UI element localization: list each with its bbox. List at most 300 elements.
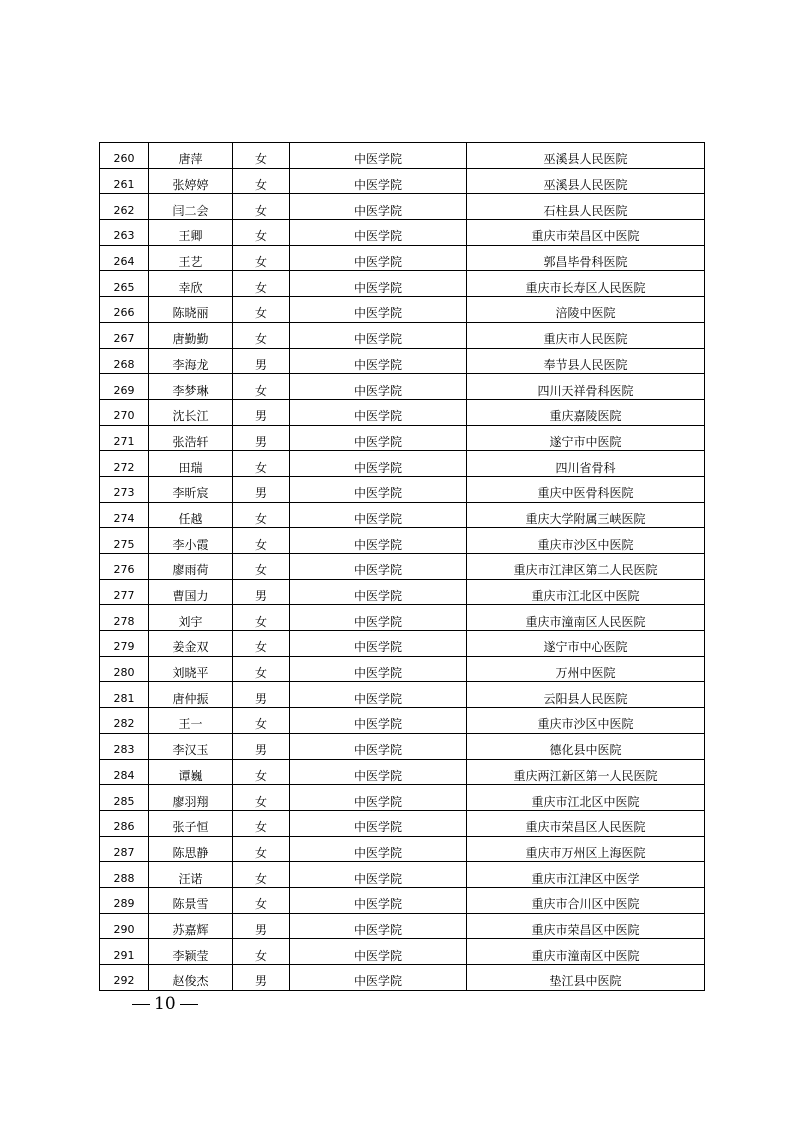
gender-cell xyxy=(233,887,290,913)
college-cell xyxy=(290,785,467,811)
row-number: 267 xyxy=(113,332,135,346)
person-name-cell xyxy=(149,502,233,528)
table-row xyxy=(100,528,705,554)
gender-cell xyxy=(233,836,290,862)
person-name-cell xyxy=(149,631,233,657)
hospital: 重庆嘉陵医院 xyxy=(549,409,622,424)
table-row xyxy=(100,399,705,425)
college: 中医学院 xyxy=(353,255,402,270)
gender: 女 xyxy=(254,563,267,578)
row-number: 274 xyxy=(113,511,135,525)
gender-cell xyxy=(233,348,290,374)
row-number-cell xyxy=(100,682,149,708)
row-number-cell xyxy=(100,836,149,862)
table-row xyxy=(100,965,705,991)
row-number: 266 xyxy=(113,306,135,320)
row-number: 286 xyxy=(113,820,135,834)
gender: 女 xyxy=(254,820,267,835)
row-number: 271 xyxy=(113,434,135,448)
hospital-cell xyxy=(467,502,705,528)
table-row xyxy=(100,322,705,348)
gender: 女 xyxy=(254,255,267,270)
college: 中医学院 xyxy=(353,948,402,963)
gender-cell xyxy=(233,785,290,811)
person-name-cell xyxy=(149,939,233,965)
college: 中医学院 xyxy=(353,589,402,604)
person-name-cell xyxy=(149,168,233,194)
college-cell xyxy=(290,965,467,991)
college: 中医学院 xyxy=(353,203,402,218)
college-cell xyxy=(290,682,467,708)
hospital-cell xyxy=(467,194,705,220)
gender-cell xyxy=(233,733,290,759)
college-cell xyxy=(290,502,467,528)
hospital-cell xyxy=(467,220,705,246)
college: 中医学院 xyxy=(353,794,402,809)
college-cell xyxy=(290,810,467,836)
gender-cell xyxy=(233,502,290,528)
college: 中医学院 xyxy=(353,974,402,989)
college: 中医学院 xyxy=(353,280,402,295)
person-name-cell xyxy=(149,528,233,554)
person-name-cell xyxy=(149,810,233,836)
gender-cell xyxy=(233,939,290,965)
hospital: 重庆市荣昌区人民医院 xyxy=(525,820,646,835)
row-number-cell xyxy=(100,965,149,991)
person-name: 王卿 xyxy=(178,229,203,244)
row-number: 276 xyxy=(113,563,135,577)
row-number: 273 xyxy=(113,486,135,500)
college: 中医学院 xyxy=(353,152,402,167)
hospital: 重庆市沙区中医院 xyxy=(537,537,634,552)
row-number-cell xyxy=(100,862,149,888)
person-name: 张婷婷 xyxy=(172,178,209,193)
row-number-cell xyxy=(100,476,149,502)
hospital: 重庆市江北区中医院 xyxy=(531,794,640,809)
hospital: 遂宁市中医院 xyxy=(549,434,622,449)
hospital-cell xyxy=(467,528,705,554)
gender-cell xyxy=(233,656,290,682)
row-number-cell xyxy=(100,245,149,271)
hospital-cell xyxy=(467,374,705,400)
gender-cell xyxy=(233,631,290,657)
table-row xyxy=(100,733,705,759)
table-row xyxy=(100,297,705,323)
person-name: 廖羽翔 xyxy=(172,794,209,809)
hospital: 德化县中医院 xyxy=(549,743,622,758)
hospital-cell xyxy=(467,939,705,965)
hospital-cell xyxy=(467,862,705,888)
gender: 男 xyxy=(254,691,267,706)
college-cell xyxy=(290,143,467,169)
college: 中医学院 xyxy=(353,743,402,758)
hospital-cell xyxy=(467,631,705,657)
gender-cell xyxy=(233,554,290,580)
college-cell xyxy=(290,631,467,657)
hospital-cell xyxy=(467,656,705,682)
row-number-cell xyxy=(100,322,149,348)
college-cell xyxy=(290,939,467,965)
person-name: 苏嘉辉 xyxy=(172,922,209,937)
hospital: 重庆大学附属三峡医院 xyxy=(525,511,646,526)
college-cell xyxy=(290,605,467,631)
gender: 男 xyxy=(254,357,267,372)
person-name-cell xyxy=(149,245,233,271)
hospital: 重庆市万州区上海医院 xyxy=(525,845,646,860)
gender: 男 xyxy=(254,409,267,424)
person-name-cell xyxy=(149,862,233,888)
row-number-cell xyxy=(100,399,149,425)
gender: 女 xyxy=(254,717,267,732)
gender: 男 xyxy=(254,486,267,501)
college: 中医学院 xyxy=(353,768,402,783)
person-name-cell xyxy=(149,220,233,246)
gender: 女 xyxy=(254,897,267,912)
person-name: 李汉玉 xyxy=(172,743,209,758)
page-number: 10 xyxy=(154,994,176,1014)
row-number-cell xyxy=(100,733,149,759)
hospital: 重庆市潼南区中医院 xyxy=(531,948,640,963)
hospital-cell xyxy=(467,913,705,939)
table-row xyxy=(100,810,705,836)
hospital: 四川省骨科 xyxy=(555,460,616,475)
hospital-cell xyxy=(467,759,705,785)
person-name-cell xyxy=(149,785,233,811)
table-row xyxy=(100,143,705,169)
person-name: 王一 xyxy=(178,717,203,732)
row-number: 275 xyxy=(113,537,135,551)
college: 中医学院 xyxy=(353,229,402,244)
row-number-cell xyxy=(100,528,149,554)
row-number-cell xyxy=(100,502,149,528)
college: 中医学院 xyxy=(353,383,402,398)
college-cell xyxy=(290,374,467,400)
hospital: 重庆市荣昌区中医院 xyxy=(531,229,640,244)
row-number-cell xyxy=(100,168,149,194)
table-row xyxy=(100,939,705,965)
college-cell xyxy=(290,271,467,297)
hospital-cell xyxy=(467,476,705,502)
college-cell xyxy=(290,322,467,348)
person-name: 幸欣 xyxy=(178,280,203,295)
college: 中医学院 xyxy=(353,460,402,475)
row-number: 280 xyxy=(113,666,135,680)
gender: 男 xyxy=(254,974,267,989)
hospital: 重庆市合川区中医院 xyxy=(531,897,640,912)
college: 中医学院 xyxy=(353,666,402,681)
row-number: 289 xyxy=(113,897,135,911)
college-cell xyxy=(290,656,467,682)
gender-cell xyxy=(233,708,290,734)
hospital: 重庆市江津区中医学 xyxy=(531,871,640,886)
college-cell xyxy=(290,399,467,425)
hospital-cell xyxy=(467,733,705,759)
row-number-cell xyxy=(100,143,149,169)
row-number-cell xyxy=(100,759,149,785)
gender: 女 xyxy=(254,178,267,193)
table-row xyxy=(100,785,705,811)
footer-dash-right xyxy=(180,1004,198,1005)
college: 中医学院 xyxy=(353,871,402,886)
row-number-cell xyxy=(100,194,149,220)
person-name-cell xyxy=(149,887,233,913)
table-row xyxy=(100,348,705,374)
gender: 女 xyxy=(254,845,267,860)
table-row xyxy=(100,836,705,862)
row-number-cell xyxy=(100,220,149,246)
person-name: 陈思静 xyxy=(172,845,209,860)
hospital: 遂宁市中心医院 xyxy=(543,640,628,655)
row-number-cell xyxy=(100,579,149,605)
row-number-cell xyxy=(100,656,149,682)
row-number-cell xyxy=(100,297,149,323)
table-row xyxy=(100,425,705,451)
row-number-cell xyxy=(100,605,149,631)
college-cell xyxy=(290,245,467,271)
college: 中医学院 xyxy=(353,178,402,193)
person-name-cell xyxy=(149,348,233,374)
row-number: 287 xyxy=(113,845,135,859)
table-row xyxy=(100,862,705,888)
hospital-cell xyxy=(467,425,705,451)
row-number: 281 xyxy=(113,691,135,705)
hospital-cell xyxy=(467,245,705,271)
table-row xyxy=(100,682,705,708)
table-row xyxy=(100,451,705,477)
gender-cell xyxy=(233,297,290,323)
table-row xyxy=(100,656,705,682)
row-number-cell xyxy=(100,425,149,451)
gender: 女 xyxy=(254,511,267,526)
hospital-cell xyxy=(467,887,705,913)
gender-cell xyxy=(233,605,290,631)
gender-cell xyxy=(233,451,290,477)
hospital: 重庆市人民医院 xyxy=(543,332,628,347)
person-name-cell xyxy=(149,554,233,580)
gender: 女 xyxy=(254,229,267,244)
hospital-cell xyxy=(467,785,705,811)
person-name: 任越 xyxy=(178,511,203,526)
table-row xyxy=(100,168,705,194)
table-row xyxy=(100,887,705,913)
person-name: 李海龙 xyxy=(172,357,209,372)
person-name-cell xyxy=(149,451,233,477)
person-name: 李小霞 xyxy=(172,537,209,552)
person-name-cell xyxy=(149,682,233,708)
gender: 女 xyxy=(254,768,267,783)
college-cell xyxy=(290,168,467,194)
row-number-cell xyxy=(100,631,149,657)
gender-cell xyxy=(233,220,290,246)
college: 中医学院 xyxy=(353,922,402,937)
college: 中医学院 xyxy=(353,640,402,655)
gender-cell xyxy=(233,425,290,451)
college: 中医学院 xyxy=(353,357,402,372)
row-number: 269 xyxy=(113,383,135,397)
person-name: 赵俊杰 xyxy=(172,974,209,989)
gender-cell xyxy=(233,476,290,502)
person-name-cell xyxy=(149,913,233,939)
row-number: 278 xyxy=(113,614,135,628)
gender-cell xyxy=(233,759,290,785)
gender: 女 xyxy=(254,871,267,886)
row-number: 288 xyxy=(113,871,135,885)
footer-dash-left xyxy=(132,1004,150,1005)
gender-cell xyxy=(233,143,290,169)
person-name-cell xyxy=(149,733,233,759)
college: 中医学院 xyxy=(353,511,402,526)
hospital: 奉节县人民医院 xyxy=(543,357,628,372)
hospital: 巫溪县人民医院 xyxy=(543,178,628,193)
gender: 女 xyxy=(254,306,267,321)
gender-cell xyxy=(233,399,290,425)
row-number: 260 xyxy=(113,152,135,166)
college: 中医学院 xyxy=(353,897,402,912)
college-cell xyxy=(290,708,467,734)
row-number: 270 xyxy=(113,409,135,423)
gender: 女 xyxy=(254,460,267,475)
college-cell xyxy=(290,836,467,862)
college-cell xyxy=(290,220,467,246)
hospital-cell xyxy=(467,810,705,836)
gender: 女 xyxy=(254,280,267,295)
person-name-cell xyxy=(149,143,233,169)
hospital-cell xyxy=(467,168,705,194)
gender: 女 xyxy=(254,332,267,347)
gender: 男 xyxy=(254,434,267,449)
table-row xyxy=(100,579,705,605)
row-number: 285 xyxy=(113,794,135,808)
college: 中医学院 xyxy=(353,691,402,706)
person-name-cell xyxy=(149,271,233,297)
hospital-cell xyxy=(467,451,705,477)
hospital: 重庆中医骨科医院 xyxy=(537,486,634,501)
gender: 男 xyxy=(254,743,267,758)
row-number: 265 xyxy=(113,280,135,294)
row-number-cell xyxy=(100,708,149,734)
hospital-cell xyxy=(467,579,705,605)
hospital-cell xyxy=(467,322,705,348)
row-number-cell xyxy=(100,554,149,580)
hospital-cell xyxy=(467,143,705,169)
person-name: 李昕宸 xyxy=(172,486,209,501)
gender-cell xyxy=(233,528,290,554)
hospital-cell xyxy=(467,965,705,991)
row-number: 263 xyxy=(113,229,135,243)
table-row xyxy=(100,476,705,502)
table-row xyxy=(100,245,705,271)
row-number: 272 xyxy=(113,460,135,474)
college-cell xyxy=(290,476,467,502)
roster-table xyxy=(99,142,705,991)
college: 中医学院 xyxy=(353,614,402,629)
row-number-cell xyxy=(100,348,149,374)
person-name-cell xyxy=(149,759,233,785)
college-cell xyxy=(290,862,467,888)
row-number-cell xyxy=(100,451,149,477)
person-name: 唐仲振 xyxy=(172,691,209,706)
person-name-cell xyxy=(149,579,233,605)
college: 中医学院 xyxy=(353,409,402,424)
gender-cell xyxy=(233,374,290,400)
person-name: 唐勤勤 xyxy=(172,332,209,347)
person-name-cell xyxy=(149,476,233,502)
gender-cell xyxy=(233,810,290,836)
gender-cell xyxy=(233,682,290,708)
college-cell xyxy=(290,733,467,759)
row-number: 262 xyxy=(113,203,135,217)
table-row xyxy=(100,374,705,400)
table-row xyxy=(100,913,705,939)
college-cell xyxy=(290,759,467,785)
person-name: 谭巍 xyxy=(178,768,203,783)
row-number-cell xyxy=(100,939,149,965)
page-footer xyxy=(128,992,208,1016)
table-row xyxy=(100,220,705,246)
gender: 女 xyxy=(254,537,267,552)
row-number-cell xyxy=(100,271,149,297)
hospital: 重庆市长寿区人民医院 xyxy=(525,280,646,295)
person-name: 姜金双 xyxy=(172,640,209,655)
roster-table-body xyxy=(100,143,705,991)
hospital: 巫溪县人民医院 xyxy=(543,152,628,167)
person-name: 陈景雪 xyxy=(172,897,209,912)
person-name: 李梦琳 xyxy=(172,383,209,398)
table-row xyxy=(100,271,705,297)
college-cell xyxy=(290,887,467,913)
person-name-cell xyxy=(149,194,233,220)
person-name-cell xyxy=(149,322,233,348)
gender: 男 xyxy=(254,589,267,604)
gender-cell xyxy=(233,862,290,888)
gender-cell xyxy=(233,579,290,605)
person-name: 汪诺 xyxy=(178,871,203,886)
row-number: 284 xyxy=(113,768,135,782)
hospital: 重庆两江新区第一人民医院 xyxy=(513,768,658,783)
hospital: 四川天祥骨科医院 xyxy=(537,383,634,398)
hospital-cell xyxy=(467,297,705,323)
college-cell xyxy=(290,579,467,605)
hospital: 郭昌毕骨科医院 xyxy=(543,255,628,270)
hospital-cell xyxy=(467,682,705,708)
row-number: 261 xyxy=(113,178,135,192)
hospital: 重庆市荣昌区中医院 xyxy=(531,922,640,937)
gender-cell xyxy=(233,271,290,297)
hospital: 石柱县人民医院 xyxy=(543,203,628,218)
gender: 女 xyxy=(254,614,267,629)
row-number-cell xyxy=(100,810,149,836)
gender: 女 xyxy=(254,152,267,167)
college: 中医学院 xyxy=(353,717,402,732)
person-name-cell xyxy=(149,656,233,682)
row-number: 283 xyxy=(113,743,135,757)
hospital-cell xyxy=(467,708,705,734)
college-cell xyxy=(290,194,467,220)
person-name: 沈长江 xyxy=(172,409,209,424)
gender: 男 xyxy=(254,922,267,937)
college-cell xyxy=(290,554,467,580)
table-row xyxy=(100,502,705,528)
row-number-cell xyxy=(100,785,149,811)
hospital-cell xyxy=(467,399,705,425)
row-number: 282 xyxy=(113,717,135,731)
college: 中医学院 xyxy=(353,434,402,449)
table-row xyxy=(100,759,705,785)
college-cell xyxy=(290,913,467,939)
person-name: 李颖莹 xyxy=(172,948,209,963)
college: 中医学院 xyxy=(353,306,402,321)
hospital-cell xyxy=(467,554,705,580)
